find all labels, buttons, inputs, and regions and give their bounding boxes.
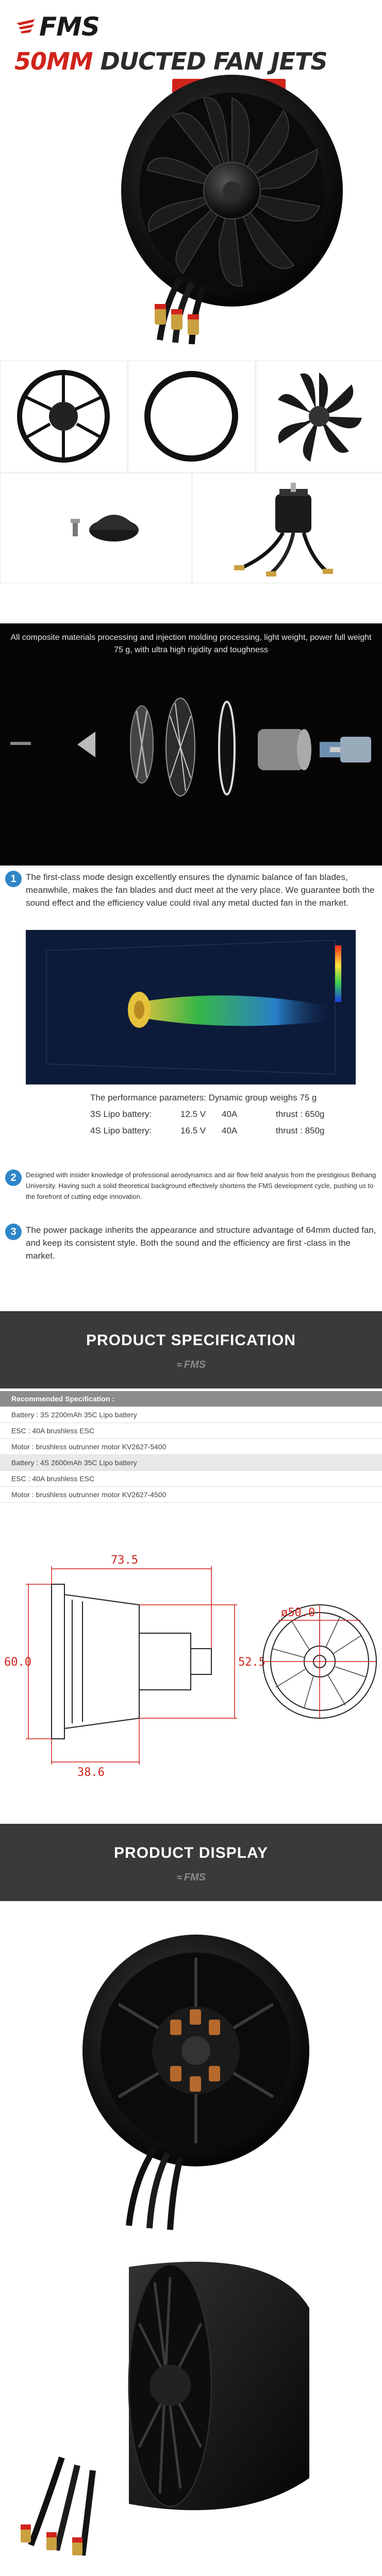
- brand-name: FMS: [39, 12, 99, 42]
- battery-label: 4S Lipo battery:: [90, 1126, 152, 1136]
- product-photo-1: [0, 1906, 382, 2236]
- spec-row: Recommended Specification :: [0, 1391, 382, 1407]
- feature-text-2: Designed with insider knowledge of professional aerodynamics and air flow field analysis from the prestigious Beihang University. Having such a solid theoretical background effectively shortens the FMS development cycle, pushing us to the forefront of cutting edge innovation.: [26, 1171, 376, 1200]
- spec-row: ESC : 40A brushless ESC: [0, 1423, 382, 1439]
- motor-part-image: [192, 473, 382, 583]
- performance-heading: The performance parameters: Dynamic group weighs 75 g: [90, 1093, 317, 1103]
- voltage-value: 12.5 V: [180, 1109, 206, 1119]
- display-section-logo: [165, 1871, 217, 1884]
- spec-row: Motor : brushless outrunner motor KV2627-5400: [0, 1439, 382, 1455]
- airflow-simulation-image: [26, 930, 356, 1084]
- feature-text-3: The power package inherits the appearance and structure advantage of 64mm ducted fan, and keep its consistent style. Both the sound and the efficiency are first -class in the market.: [26, 1225, 376, 1261]
- feature-number-2: 2: [5, 1170, 22, 1186]
- spec-section-logo: [165, 1359, 217, 1371]
- spec-logo-text: FMS: [184, 1359, 206, 1370]
- spec-row: Battery : 3S 2200mAh 35C Lipo battery: [0, 1407, 382, 1423]
- title-number: 50MM: [14, 47, 93, 75]
- display-section-header: [0, 1824, 382, 1901]
- feature-3: [5, 1224, 376, 1270]
- display-logo-text: FMS: [184, 1871, 206, 1883]
- parts-grid: [0, 361, 382, 582]
- brand-logo: [14, 11, 99, 42]
- spec-section-header: [0, 1311, 382, 1388]
- spec-section-title: PRODUCT SPECIFICATION: [86, 1332, 296, 1349]
- thrust-value: thrust : 650g: [276, 1109, 325, 1119]
- rotor-blades-image: [256, 361, 382, 472]
- spec-row: Motor : brushless outrunner motor KV2627-4500: [0, 1487, 382, 1503]
- battery-label: 3S Lipo battery:: [90, 1109, 152, 1119]
- wings-icon: ≈: [176, 1872, 182, 1883]
- wings-icon: ≈: [176, 1359, 182, 1370]
- dim-length-label: 73.5: [111, 1554, 138, 1567]
- title-text: DUCTED FAN JETS: [100, 47, 327, 75]
- feature-number-3: 3: [5, 1224, 22, 1240]
- materials-band: [0, 623, 382, 866]
- duct-ring-image: [128, 361, 255, 472]
- spinner-part-image: [0, 473, 192, 583]
- spec-row: ESC : 40A brushless ESC: [0, 1471, 382, 1487]
- current-value: 40A: [222, 1109, 238, 1119]
- hero-banner: [0, 0, 382, 355]
- feature-2: [5, 1170, 376, 1221]
- voltage-value: 16.5 V: [180, 1126, 206, 1136]
- ducted-fan-image: [77, 62, 366, 350]
- performance-row-4s: [90, 1123, 379, 1139]
- feature-text-1: The first-class mode design excellently ensures the dynamic balance of fan blades, meanwhile, makes the fan blades and duct meet at the very place. We guarantee both the sound effect and the efficiency value could rival any metal ducted fan in the market.: [26, 872, 375, 908]
- exploded-view-image: [0, 670, 382, 860]
- materials-text: All composite materials processing and injection molding processing, light weight, power full weight 75 g, with ultra high rigidity and toughness: [10, 633, 372, 654]
- dim-fan-dia-label: ø50.0: [281, 1606, 315, 1619]
- wings-icon: [14, 15, 38, 39]
- thrust-value: thrust : 850g: [276, 1126, 325, 1136]
- product-photo-2: [0, 2236, 382, 2576]
- display-section-title: PRODUCT DISPLAY: [114, 1844, 268, 1861]
- spec-row: Battery : 4S 2600mAh 35C Lipo battery: [0, 1455, 382, 1471]
- current-value: 40A: [222, 1126, 238, 1136]
- dim-duct-len-label: 38.6: [77, 1766, 105, 1779]
- performance-row-3s: [90, 1106, 379, 1123]
- feature-1: [5, 871, 376, 927]
- dimension-drawing: [0, 1538, 382, 1785]
- dim-outer-dia-label: 52.5: [238, 1656, 265, 1669]
- stator-part-image: [0, 361, 127, 472]
- feature-number-1: 1: [5, 871, 22, 887]
- spec-table: [0, 1391, 382, 1503]
- performance-parameters: [90, 1090, 379, 1139]
- dim-height-label: 60.0: [4, 1656, 31, 1669]
